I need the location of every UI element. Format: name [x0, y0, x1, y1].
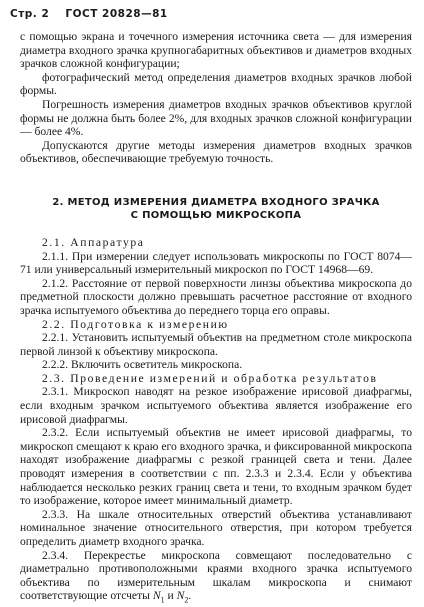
reading-n2: N: [176, 589, 185, 603]
section-heading-line: С ПОМОЩЬЮ МИКРОСКОПА: [130, 209, 302, 221]
clause-title: 2.3. Проведение измерений и обработка результатов: [42, 371, 378, 385]
clause-text: 2.3.4. Перекрестье микроскопа совмещают последовательно с диаметрально противоположными краями входного зрачка испытуемого объектива по измерительным шкалам микроскопа и снимают соответствующие отсчеты: [20, 548, 412, 603]
conjunction: и: [167, 589, 174, 603]
clause: 2.1.2. Расстояние от первой поверхности линзы объектива микроскопа до предметной плоскости должно превышать расчетное расстояние от входного зрачка испытуемого объектива до переднего торца его оправы.: [20, 276, 412, 317]
paragraph: Допускаются другие методы измерения диаметров входных зрачков объективов, обеспечивающие требуемую точность.: [20, 138, 412, 166]
reading-n1-subscript: 1: [160, 595, 165, 605]
paragraph: фотографический метод определения диаметров входных зрачков любой формы.: [20, 70, 412, 98]
clause-title: 2.1. Аппаратура: [42, 235, 145, 249]
clause: 2.2.1. Установить испытуемый объектив на предметном столе микроскопа первой линзой к объективу микроскопа.: [20, 331, 412, 358]
reading-n2-subscript: 2: [184, 595, 189, 605]
clause: 2.3.1. Микроскоп наводят на резкое изображение ирисовой диафрагмы, если входным зрачком испытуемого объектива является изображение его ирисовой диафрагмы.: [20, 385, 412, 426]
document-body: [20, 30, 412, 607]
reading-n1: N: [152, 589, 161, 603]
section-heading-line: 2. МЕТОД ИЗМЕРЕНИЯ ДИАМЕТРА ВХОДНОГО ЗРАЧКА: [52, 196, 380, 208]
clause: 2.3.2. Если испытуемый объектив не имеет ирисовой диафрагмы, то микроскоп смещают к краю его входного зрачка, и фиксированной микроскопа находят изображение диафрагмы с резкой границей света и тени. Далее проводят измерения в соответствии с пп. 2.3.3 и 2.3.4. Если у объектива наблюдается несколько резких границ света и тени, то входным зрачком будет то изображение, которое имеет минимальный диаметр.: [20, 426, 412, 508]
standard-number: ГОСТ 20828—81: [65, 8, 168, 20]
page-header: [10, 8, 180, 20]
clause: 2.2.2. Включить осветитель микроскопа.: [42, 358, 243, 372]
end-period: .: [188, 589, 192, 603]
clause-title: 2.2. Подготовка к измерению: [42, 317, 229, 331]
clause: 2.1.1. При измерении следует использовать микроскопы по ГОСТ 8074—71 или универсальный измерительный микроскоп по ГОСТ 14968—69.: [20, 249, 412, 277]
clause: [20, 549, 412, 607]
paragraph: Погрешность измерения диаметров входных зрачков объективов круглой формы не должна быть более 2%, для входных зрачков сложной конфигурации — более 4%.: [20, 97, 412, 139]
page-number: Стр. 2: [10, 8, 50, 20]
clause: 2.3.3. На шкале относительных отверстий объектива устанавливают номинальное значение относительного отверстия, при котором требуется определить диаметр входного зрачка.: [20, 507, 412, 548]
section-heading: [20, 196, 412, 222]
paragraph: с помощью экрана и точечного измерения источника света — для измерения диаметра входного зрачка крупногабаритных объективов и диаметров входных зрачков сложной конфигурации;: [20, 30, 412, 71]
